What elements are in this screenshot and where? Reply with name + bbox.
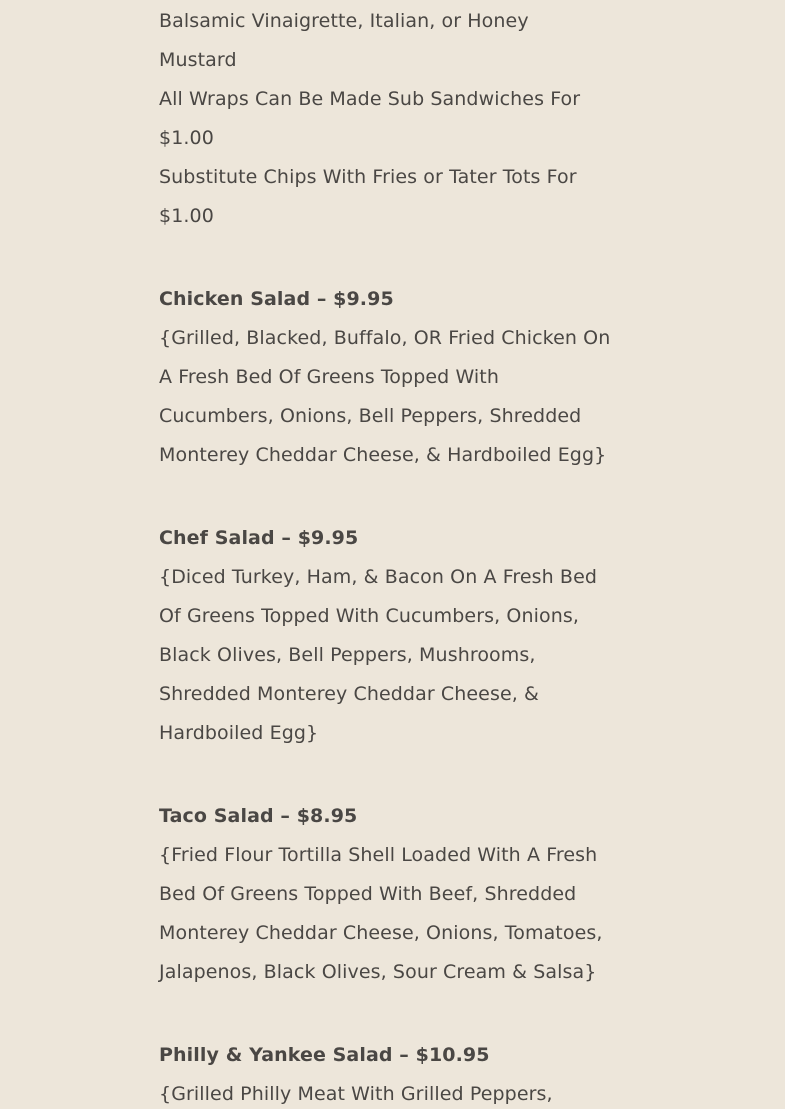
- menu-item-description-line: Cucumbers, Onions, Bell Peppers, Shredded: [159, 405, 582, 427]
- menu-item-description-line: Hardboiled Egg}: [159, 722, 319, 744]
- section-spacer: [159, 236, 629, 280]
- menu-item-description-line: A Fresh Bed Of Greens Topped With: [159, 366, 499, 388]
- menu-item-description-line: Monterey Cheddar Cheese, Onions, Tomatoes,: [159, 922, 603, 944]
- menu-item-taco-salad: [159, 797, 629, 992]
- section-spacer: [159, 992, 629, 1036]
- note-line: $1.00: [159, 127, 214, 149]
- menu-item-description-line: Monterey Cheddar Cheese, & Hardboiled Egg}: [159, 444, 607, 466]
- menu-item-description-line: {Diced Turkey, Ham, & Bacon On A Fresh Bed: [159, 566, 598, 588]
- menu-item-title: Philly & Yankee Salad – $10.95: [159, 1044, 490, 1066]
- menu-item-title: Chef Salad – $9.95: [159, 527, 359, 549]
- menu-item-description-line: Shredded Monterey Cheddar Cheese, &: [159, 683, 539, 705]
- menu-item-description-line: Bed Of Greens Topped With Beef, Shredded: [159, 883, 577, 905]
- section-spacer: [159, 753, 629, 797]
- menu-item-title: Chicken Salad – $9.95: [159, 288, 394, 310]
- menu-item-description-line: {Fried Flour Tortilla Shell Loaded With A Fresh: [159, 844, 598, 866]
- menu-item-title: Taco Salad – $8.95: [159, 805, 358, 827]
- salad-notes: [159, 2, 629, 236]
- salad-menu-content: [159, 2, 629, 1109]
- note-line: Mustard: [159, 49, 237, 71]
- menu-item-philly-yankee-salad: [159, 1036, 629, 1109]
- note-line: Substitute Chips With Fries or Tater Tots For: [159, 166, 577, 188]
- menu-item-description-line: Jalapenos, Black Olives, Sour Cream & Salsa}: [159, 961, 597, 983]
- menu-item-description-line: Of Greens Topped With Cucumbers, Onions,: [159, 605, 579, 627]
- menu-item-description-line: {Grilled, Blacked, Buffalo, OR Fried Chicken On: [159, 327, 611, 349]
- menu-item-chef-salad: [159, 519, 629, 753]
- note-line: All Wraps Can Be Made Sub Sandwiches For: [159, 88, 581, 110]
- note-line: $1.00: [159, 205, 214, 227]
- menu-item-description-line: Black Olives, Bell Peppers, Mushrooms,: [159, 644, 536, 666]
- menu-item-chicken-salad: [159, 280, 629, 475]
- menu-item-description-line: {Grilled Philly Meat With Grilled Peppers,: [159, 1083, 553, 1105]
- note-line: Balsamic Vinaigrette, Italian, or Honey: [159, 10, 529, 32]
- section-spacer: [159, 475, 629, 519]
